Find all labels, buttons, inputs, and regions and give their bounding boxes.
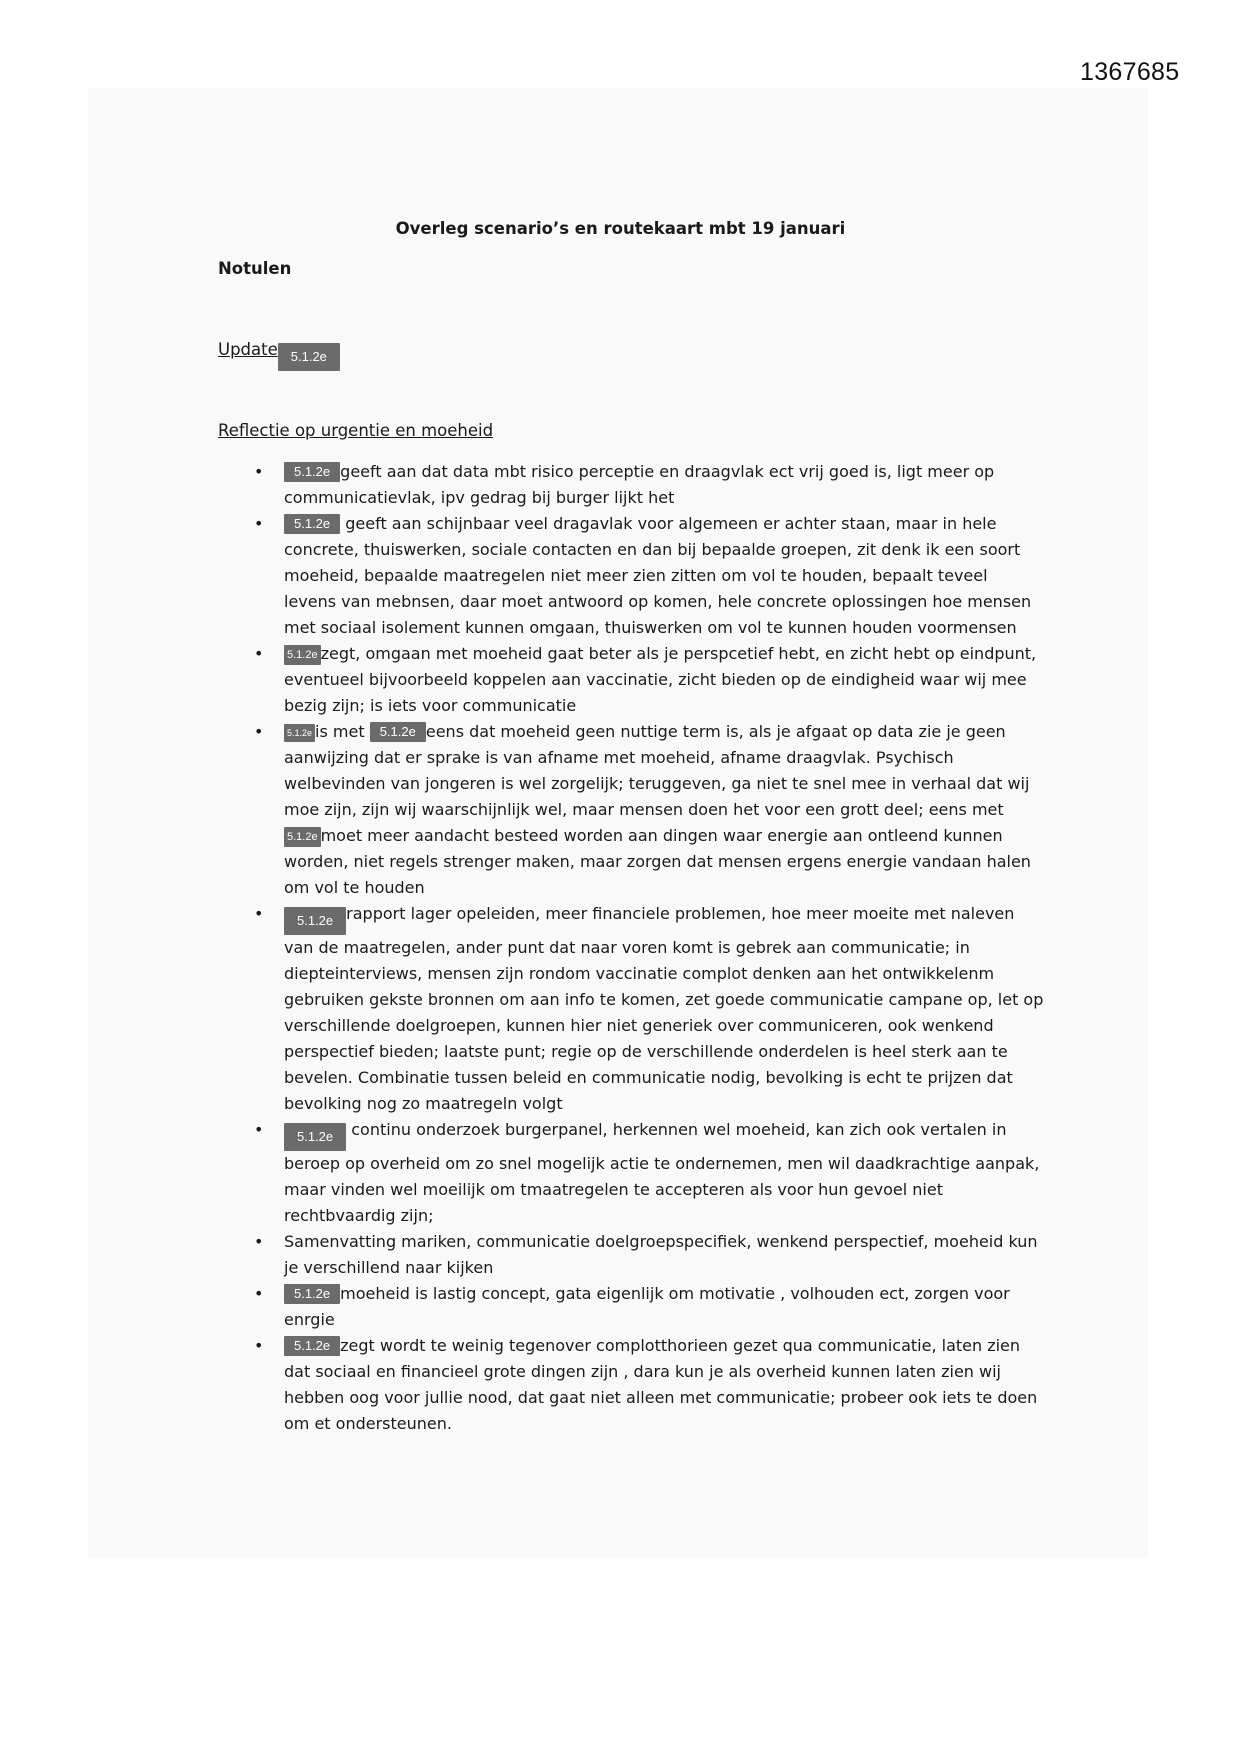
redaction-mark: 5.1.2e xyxy=(284,907,346,935)
list-item-text: moet meer aandacht besteed worden aan dingen waar energie aan ontleend kunnen worden, niet regels strenger maken, maar zorgen dat mensen ergens energie vandaan halen om vol te houden xyxy=(284,826,1031,897)
redaction-mark: 5.1.2e xyxy=(370,722,426,742)
list-item-text: Samenvatting mariken, communicatie doelgroepspecifiek, wenkend perspectief, moeheid kun je verschillend naar kijken xyxy=(284,1232,1038,1277)
redaction-mark: 5.1.2e xyxy=(284,724,315,742)
bullet-icon: • xyxy=(254,1120,264,1139)
bullet-icon: • xyxy=(254,462,264,481)
list-item xyxy=(254,1281,1044,1333)
list-item-text: is met xyxy=(315,722,365,741)
list-item xyxy=(254,641,1044,719)
list-item-text: eens dat moeheid geen nuttige term is, als je afgaat op data zie je geen aanwijzing dat er sprake is van afname met moeheid, afname draagvlak. Psychisch welbevinden van jongeren is wel zorgelijk; teruggeven, ga niet te snel mee in verhaal dat wij moe zijn, zijn wij waarschijnlijk wel, maar mensen doen het voor een grott deel; eens met xyxy=(284,722,1030,819)
list-item xyxy=(254,1117,1044,1229)
bullet-icon: • xyxy=(254,514,264,533)
list-item-text: moeheid is lastig concept, gata eigenlijk om motivatie , volhouden ect, zorgen voor enrgie xyxy=(284,1284,1010,1329)
list-item-text: geeft aan dat data mbt risico perceptie en draagvlak ect vrij goed is, ligt meer op communicatievlak, ipv gedrag bij burger lijkt het xyxy=(284,462,995,507)
redaction-mark: 5.1.2e xyxy=(284,1123,346,1151)
reflectie-heading: Reflectie op urgentie en moeheid xyxy=(218,421,494,440)
update-heading xyxy=(218,340,340,371)
redaction-mark: 5.1.2e xyxy=(284,462,340,482)
bullet-icon: • xyxy=(254,904,264,923)
redaction-mark: 5.1.2e xyxy=(284,514,340,534)
list-item xyxy=(254,1333,1044,1437)
list-item xyxy=(254,511,1044,641)
bullet-icon: • xyxy=(254,1232,264,1251)
redaction-mark: 5.1.2e xyxy=(284,1284,340,1304)
bullet-icon: • xyxy=(254,722,264,741)
list-item xyxy=(254,459,1044,511)
list-item-text: continu onderzoek burgerpanel, herkennen wel moeheid, kan zich ook vertalen in beroep op overheid om zo snel mogelijk actie te ondernemen, men wil daadkrachtige aanpak, maar vinden wel moeilijk om tmaatregelen te accepteren als voor hun gevoel niet rechtbvaardig zijn; xyxy=(284,1120,1040,1225)
redaction-mark: 5.1.2e xyxy=(284,645,321,665)
bullet-icon: • xyxy=(254,644,264,663)
document-number: 1367685 xyxy=(1080,58,1180,86)
document-title: Overleg scenario’s en routekaart mbt 19 januari xyxy=(395,219,846,238)
list-item-text: zegt wordt te weinig tegenover complotthorieen gezet qua communicatie, laten zien dat sociaal en financieel grote dingen zijn , dara kun je als overheid kunnen laten zien wij hebben oog voor jullie nood, dat gaat niet alleen met communicatie; probeer ook iets te doen om et ondersteunen. xyxy=(284,1336,1038,1433)
list-item-text: zegt, omgaan met moeheid gaat beter als je perspcetief hebt, en zicht hebt op eindpunt, eventueel bijvoorbeeld koppelen aan vaccinatie, zicht bieden op de eindigheid waar wij mee bezig zijn; is iets voor communicatie xyxy=(284,644,1037,715)
redaction-mark: 5.1.2e xyxy=(278,343,340,371)
list-item xyxy=(254,719,1044,901)
bullet-icon: • xyxy=(254,1336,264,1355)
redaction-mark: 5.1.2e xyxy=(284,827,321,847)
notulen-label: Notulen xyxy=(218,259,292,278)
notes-list xyxy=(254,459,1044,1437)
list-item-text: rapport lager opeleiden, meer financiele problemen, hoe meer moeite met naleven van de maatregelen, ander punt dat naar voren komt is gebrek aan communicatie; in diepteinterviews, mensen zijn rondom vaccinatie complot denken aan het ontwikkelenm gebruiken gekste bronnen om aan info te komen, zet goede communicatie campane op, let op verschillende doelgroepen, kunnen hier niet generiek over communiceren, ook wenkend perspectief bieden; laatste punt; regie op de verschillende onderdelen is heel sterk aan te bevelen. Combinatie tussen beleid en communicatie nodig, bevolking is echt te prijzen dat bevolking nog zo maatregeln volgt xyxy=(284,904,1044,1113)
update-heading-text: Update xyxy=(218,340,278,359)
bullet-icon: • xyxy=(254,1284,264,1303)
list-item xyxy=(254,901,1044,1117)
list-item xyxy=(254,1229,1044,1281)
redaction-mark: 5.1.2e xyxy=(284,1336,340,1356)
list-item-text: geeft aan schijnbaar veel dragavlak voor algemeen er achter staan, maar in hele concrete, thuiswerken, sociale contacten en dan bij bepaalde groepen, zit denk ik een soort moeheid, bepaalde maatregelen niet meer zien zitten om vol te houden, bepaalt teveel levens van mebnsen, daar moet antwoord op komen, hele concrete oplossingen hoe mensen met sociaal isolement kunnen omgaan, thuiswerken om vol te kunnen houden voormensen xyxy=(284,514,1032,637)
